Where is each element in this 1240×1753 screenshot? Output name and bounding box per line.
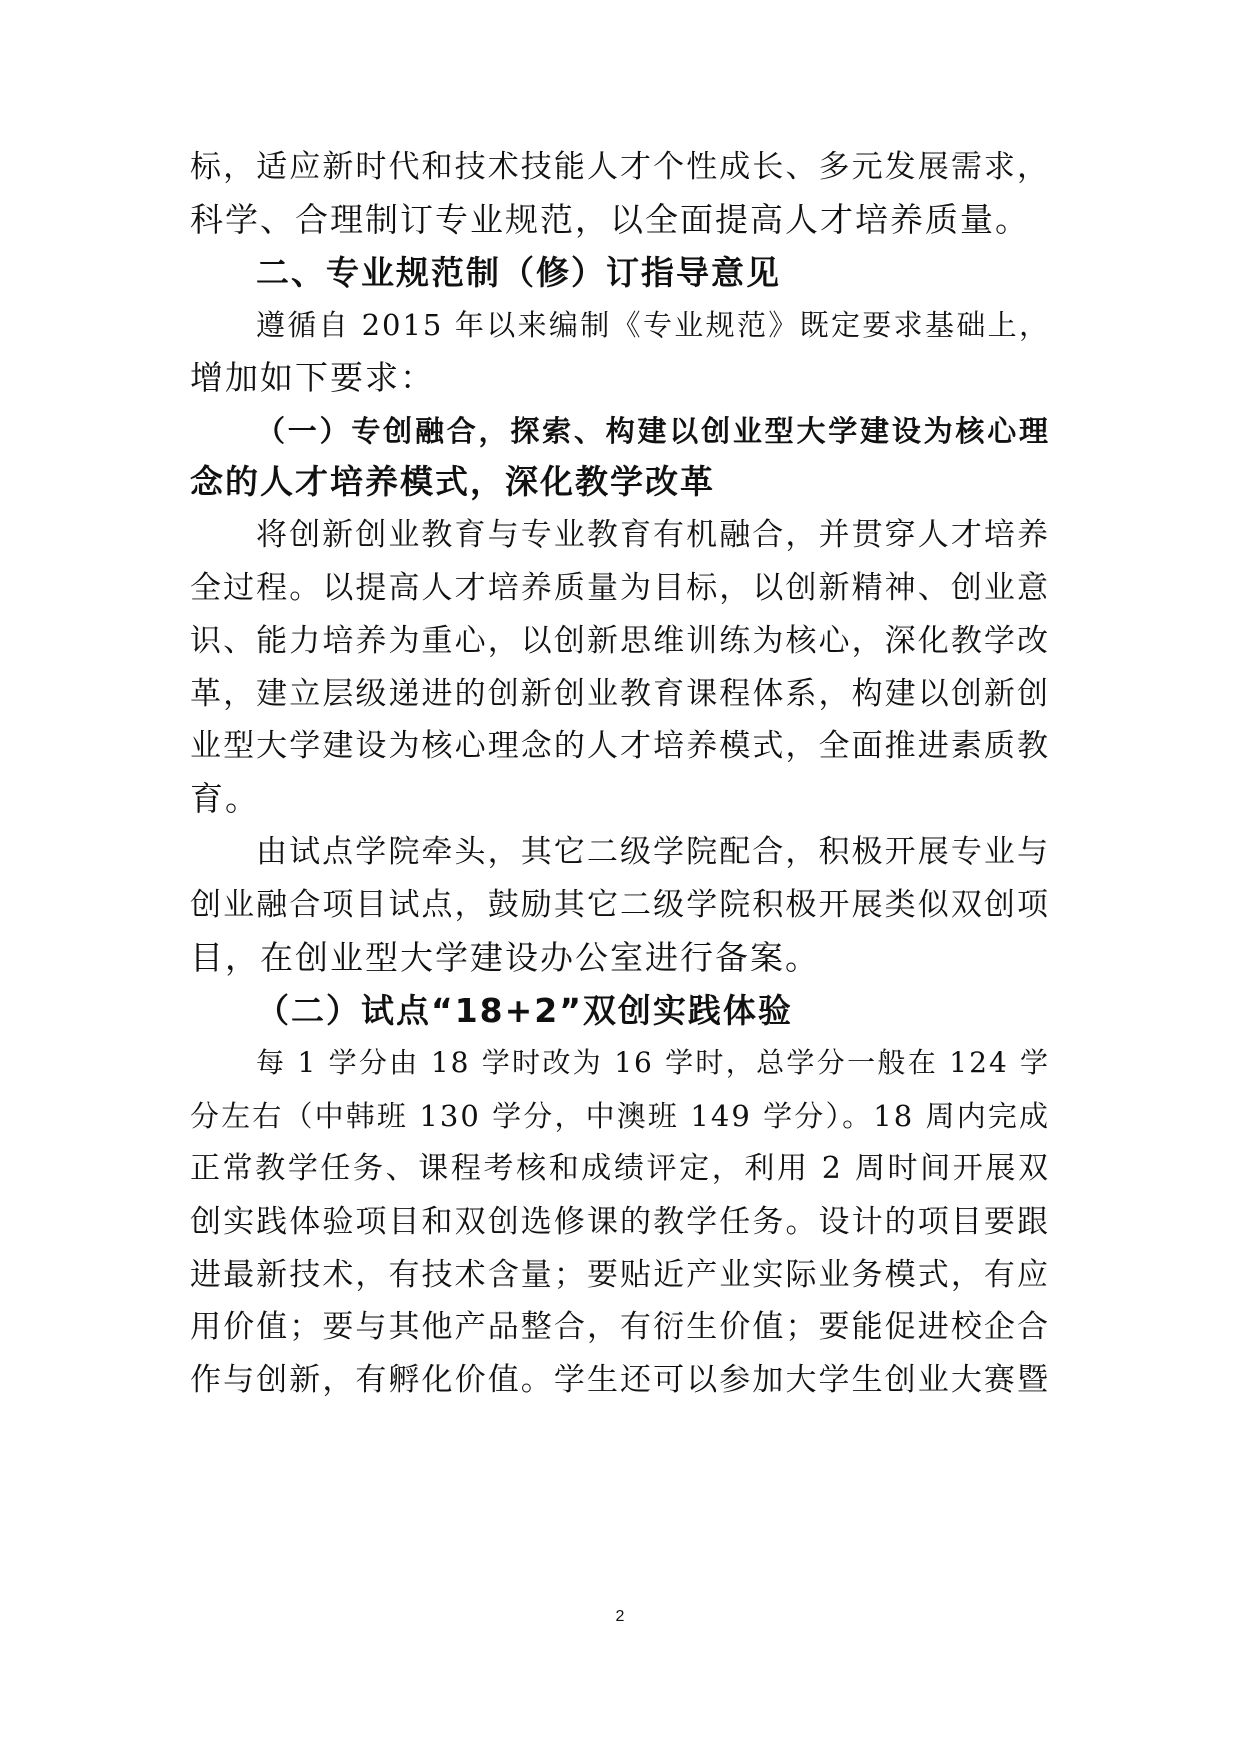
body-line: 分左右（中韩班 130 学分，中澳班 149 学分）。18 周内完成 (190, 1099, 1050, 1133)
body-line: 革，建立层级递进的创新创业教育课程体系，构建以创新创 (190, 676, 1050, 712)
body-line: 增加如下要求： (190, 358, 435, 397)
body-line: 用价值；要与其他产品整合，有衍生价值；要能促进校企合 (190, 1309, 1050, 1345)
body-line: 识、能力培养为重心，以创新思维训练为核心，深化教学改 (190, 623, 1050, 659)
paragraph-first-line: 由试点学院牵头，其它二级学院配合，积极开展专业与 (256, 834, 1050, 870)
body-line: 业型大学建设为核心理念的人才培养模式，全面推进素质教 (190, 728, 1050, 764)
paragraph-first-line: 遵循自 2015 年以来编制《专业规范》既定要求基础上， (256, 308, 1050, 342)
paragraph-first-line: 每 1 学分由 18 学时改为 16 学时，总学分一般在 124 学 (256, 1046, 1050, 1079)
page-number: 2 (615, 1608, 625, 1625)
body-line: 育。 (190, 779, 260, 818)
body-line: 创业融合项目试点，鼓励其它二级学院积极开展类似双创项 (190, 887, 1050, 923)
body-line: 正常教学任务、课程考核和成绩评定，利用 2 周时间开展双 (190, 1151, 1050, 1186)
body-line: 进最新技术，有技术含量；要贴近产业实际业务模式，有应 (190, 1257, 1050, 1293)
subsection-heading-continued: 念的人才培养模式，深化教学改革 (190, 462, 715, 501)
body-line: 科学、合理制订专业规范，以全面提高人才培养质量。 (190, 200, 1030, 239)
body-line: 全过程。以提高人才培养质量为目标，以创新精神、创业意 (190, 570, 1050, 606)
body-line: 作与创新，有孵化价值。学生还可以参加大学生创业大赛暨 (190, 1362, 1050, 1398)
subsection-heading: （二）试点“18+2”双创实践体验 (256, 991, 793, 1030)
subsection-heading: （一）专创融合，探索、构建以创业型大学建设为核心理 (256, 414, 1050, 448)
body-line: 创实践体验项目和双创选修课的教学任务。设计的项目要跟 (190, 1204, 1050, 1240)
body-line: 标，适应新时代和技术技能人才个性成长、多元发展需求， (190, 149, 1050, 185)
body-line: 目，在创业型大学建设办公室进行备案。 (190, 938, 820, 977)
paragraph-first-line: 将创新创业教育与专业教育有机融合，并贯穿人才培养 (256, 517, 1050, 553)
section-heading: 二、专业规范制（修）订指导意见 (256, 253, 781, 292)
